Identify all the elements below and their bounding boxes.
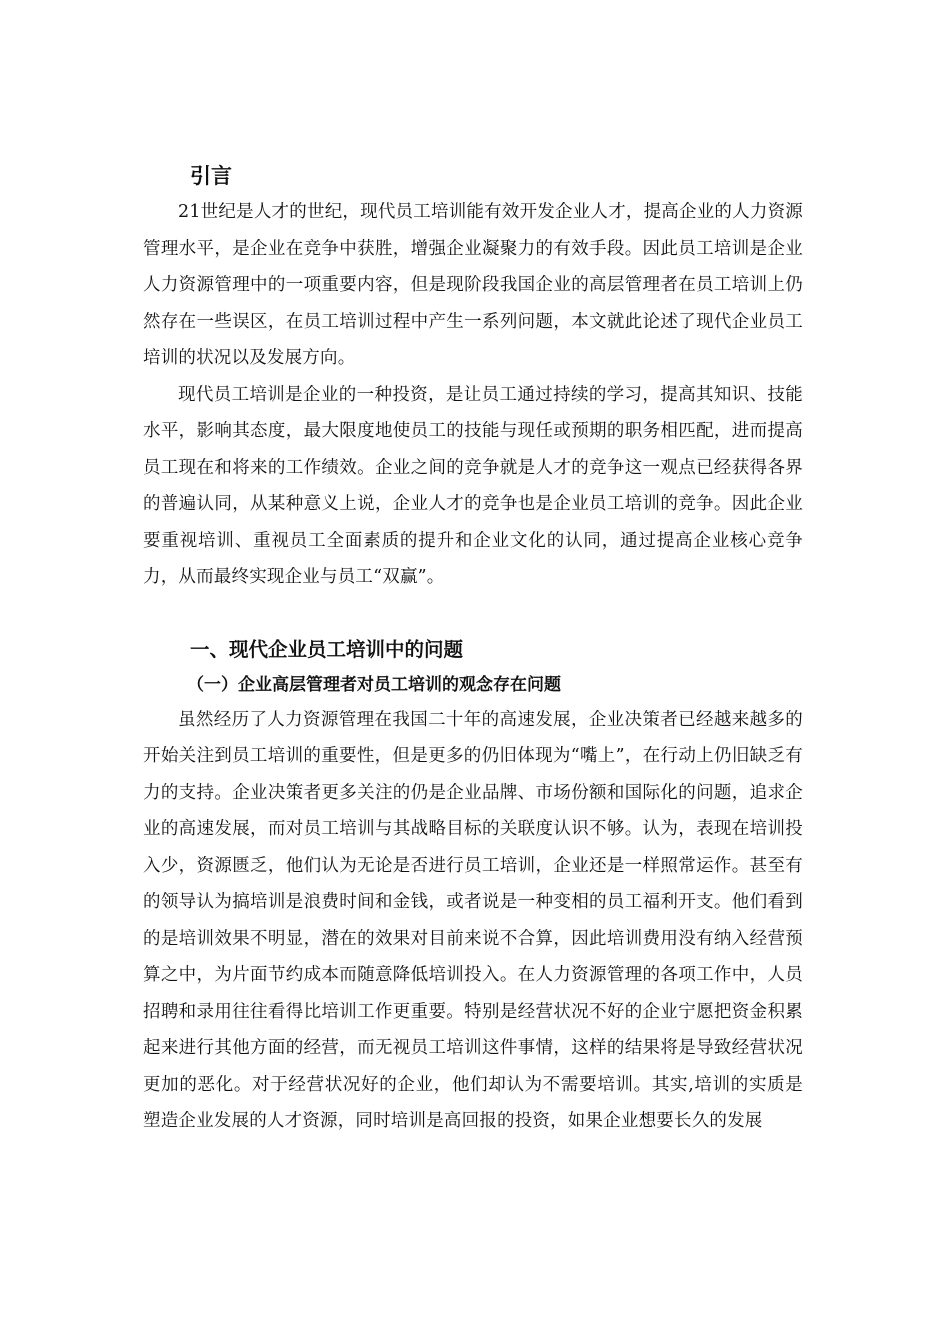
- section-1-heading: 一、现代企业员工培训中的问题: [190, 637, 464, 661]
- section-1-paragraph: 虽然经历了人力资源管理在我国二十年的高速发展，企业决策者已经越来越多的开始关注到员工培训的重要性，但是更多的仍旧体现为“嘴上”，在行动上仍旧缺乏有力的支持。企业决策者更多关注的仍是企业品牌、市场份额和国际化的问题，追求企业的高速发展，而对员工培训与其战略目标的关联度认识不够。认为，表现在培训投入少，资源匮乏，他们认为无论是否进行员工培训，企业还是一样照常运作。甚至有的领导认为搞培训是浪费时间和金钱，或者说是一种变相的员工福利开支。他们看到的是培训效果不明显，潜在的效果对目前来说不合算，因此培训费用没有纳入经营预算之中，为片面节约成本而随意降低培训投入。在人力资源管理的各项工作中，人员招聘和录用往往看得比培训工作更重要。特别是经营状况不好的企业宁愿把资金积累起来进行其他方面的经营，而无视员工培训这件事情，这样的结果将是导致经营状况更加的恶化。对于经营状况好的企业，他们却认为不需要培训。其实,培训的实质是塑造企业发展的人才资源，同时培训是高回报的投资，如果企业想要长久的发展: [143, 709, 803, 1131]
- intro-paragraph-1: 21世纪是人才的世纪，现代员工培训能有效开发企业人才，提高企业的人力资源管理水平，是企业在竞争中获胜，增强企业凝聚力的有效手段。因此员工培训是企业人力资源管理中的一项重要内容，但是现阶段我国企业的高层管理者在员工培训上仍然存在一些误区，在员工培训过程中产生一系列问题，本文就此论述了现代企业员工培训的状况以及发展方向。: [143, 202, 803, 368]
- intro-paragraph-2: 现代员工培训是企业的一种投资，是让员工通过持续的学习，提高其知识、技能水平，影响其态度，最大限度地使员工的技能与现任或预期的职务相匹配，进而提高员工现在和将来的工作绩效。企业之间的竞争就是人才的竞争这一观点已经获得各界的普遍认同，从某种意义上说，企业人才的竞争也是企业员工培训的竞争。因此企业要重视培训、重视员工全面素质的提升和企业文化的认同，通过提高企业核心竞争力，从而最终实现企业与员工“双赢”。: [143, 384, 803, 587]
- document-body: [143, 158, 803, 1140]
- section-spacer: [143, 596, 803, 632]
- section-1-subheading: （一）企业高层管理者对员工培训的观念存在问题: [187, 674, 561, 695]
- intro-heading: 引言: [190, 164, 232, 188]
